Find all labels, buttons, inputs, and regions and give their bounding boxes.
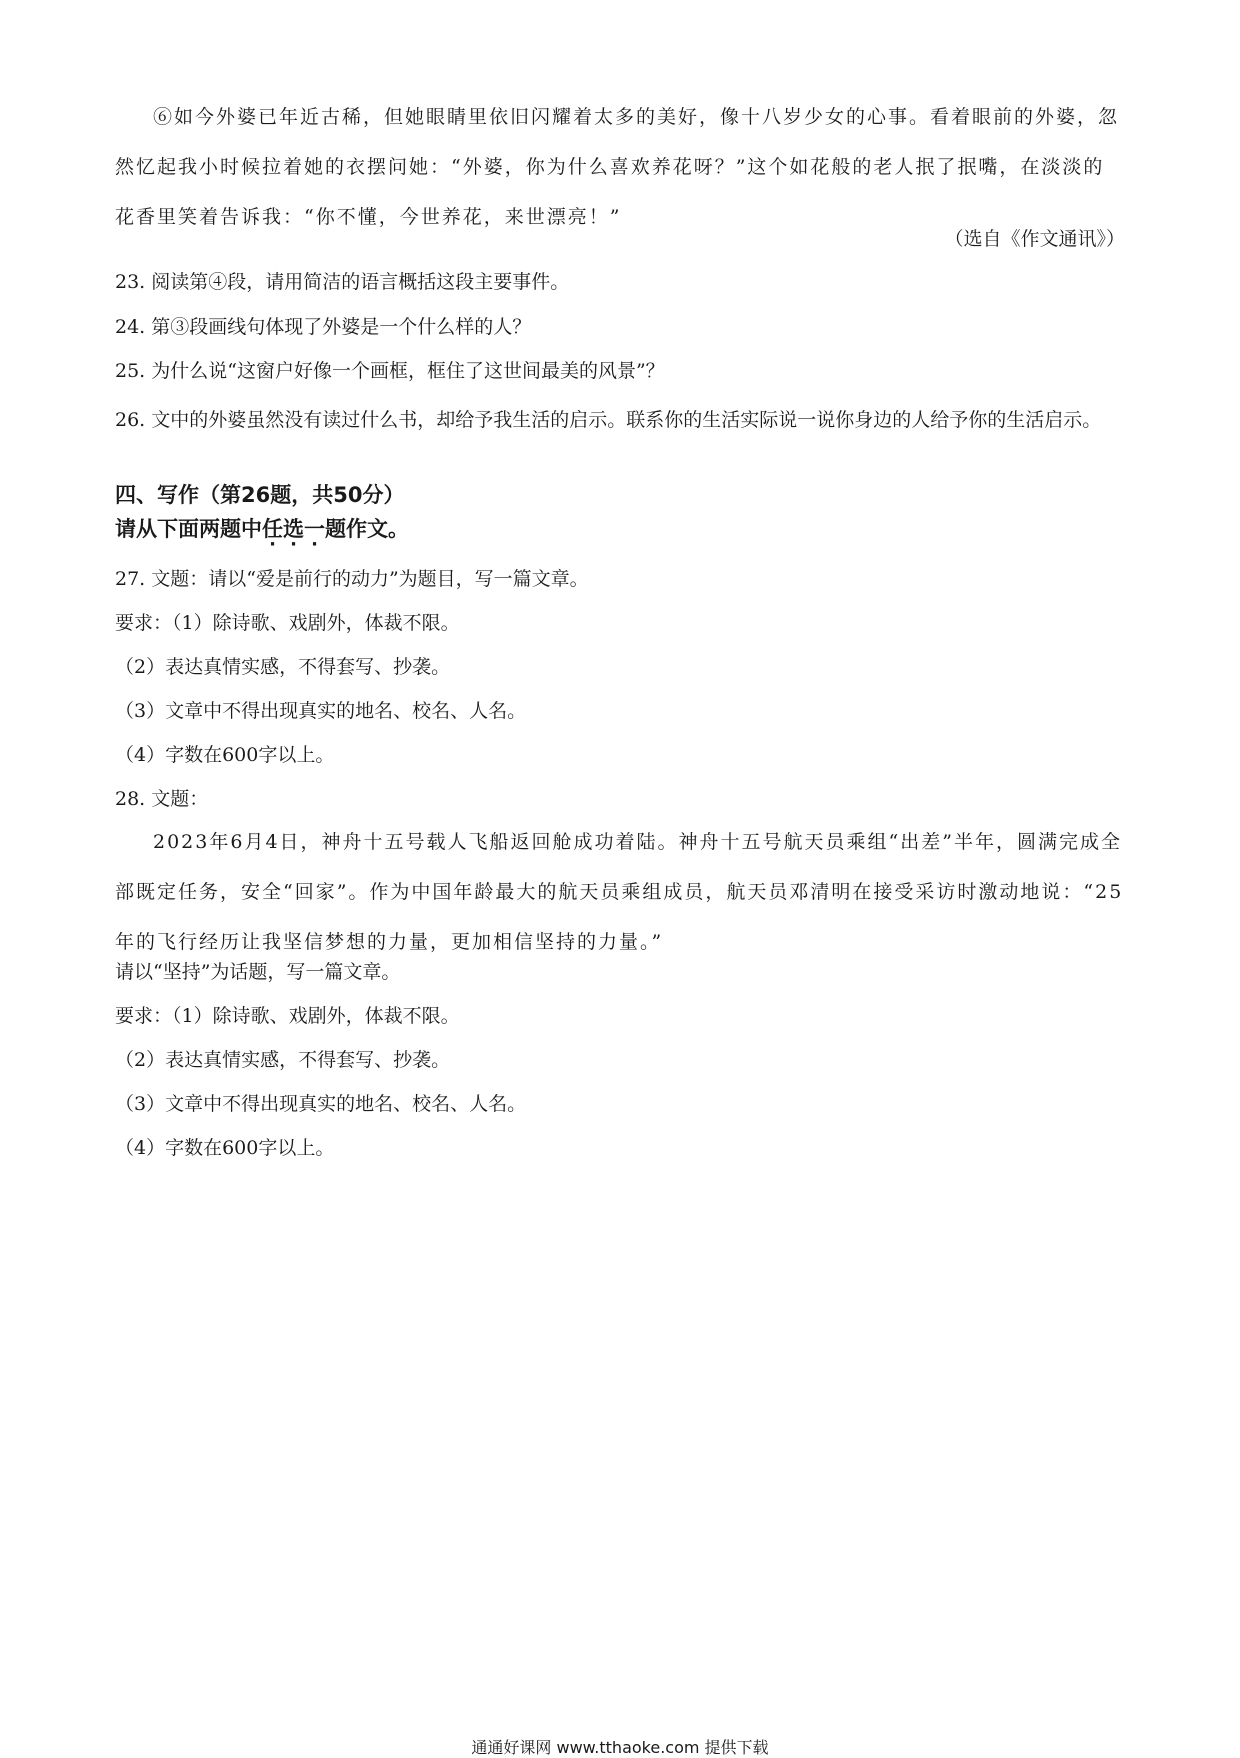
- q27-requirement-4: （4）字数在600字以上。: [115, 744, 335, 766]
- writing-instruction: 请从下面两题中任选一题作文。: [115, 517, 409, 541]
- question-26: 26. 文中的外婆虽然没有读过什么书，却给予我生活的启示。联系你的生活实际说一说你身边的人给予你的生活启示。: [115, 409, 1102, 431]
- q28-requirement-3: （3）文章中不得出现真实的地名、校名、人名。: [115, 1093, 527, 1115]
- page-footer: 通通好课网 www.tthaoke.com 提供下载: [471, 1738, 769, 1757]
- question-25: 25. 为什么说“这窗户好像一个画框，框住了这世间最美的风景”？: [115, 360, 665, 382]
- writing-heading: 四、写作（第26题，共50分）: [115, 483, 405, 507]
- q27-requirement-3: （3）文章中不得出现真实的地名、校名、人名。: [115, 700, 527, 722]
- q27-requirement-2: （2）表达真情实感，不得套写、抄袭。: [115, 656, 451, 678]
- question-28-title: 28. 文题：: [115, 788, 209, 810]
- reading-paragraph-6: ⑥如今外婆已年近古稀，但她眼睛里依旧闪耀着太多的美好，像十八岁少女的心事。看着眼前的外婆，忽然忆起我小时候拉着她的衣摆问她：“外婆，你为什么喜欢养花呀？”这个如花般的老人抿了抿嘴，在淡淡的花香里笑着告诉我：“你不懂，今世养花，来世漂亮！”: [115, 106, 1120, 228]
- question-23: 23. 阅读第④段，请用简洁的语言概括这段主要事件。: [115, 271, 570, 293]
- q28-material: 2023年6月4日，神舟十五号载人飞船返回舱成功着陆。神舟十五号航天员乘组“出差”半年，圆满完成全部既定任务，安全“回家”。作为中国年龄最大的航天员乘组成员，航天员邓清明在接受采访时激动地说：“25年的飞行经历让我坚信梦想的力量，更加相信坚持的力量。”: [115, 831, 1124, 953]
- question-24: 24. 第③段画线句体现了外婆是一个什么样的人？: [115, 316, 532, 338]
- question-27-title: 27. 文题：请以“爱是前行的动力”为题目，写一篇文章。: [115, 568, 589, 590]
- q27-requirement-1: 要求：（1）除诗歌、戏剧外，体裁不限。: [115, 612, 460, 634]
- q28-requirement-1: 要求：（1）除诗歌、戏剧外，体裁不限。: [115, 1005, 460, 1027]
- q28-requirement-2: （2）表达真情实感，不得套写、抄袭。: [115, 1049, 451, 1071]
- q28-requirement-4: （4）字数在600字以上。: [115, 1137, 335, 1159]
- source-citation: （选自《作文通讯》）: [944, 228, 1125, 250]
- q28-prompt: 请以“坚持”为话题，写一篇文章。: [115, 961, 401, 983]
